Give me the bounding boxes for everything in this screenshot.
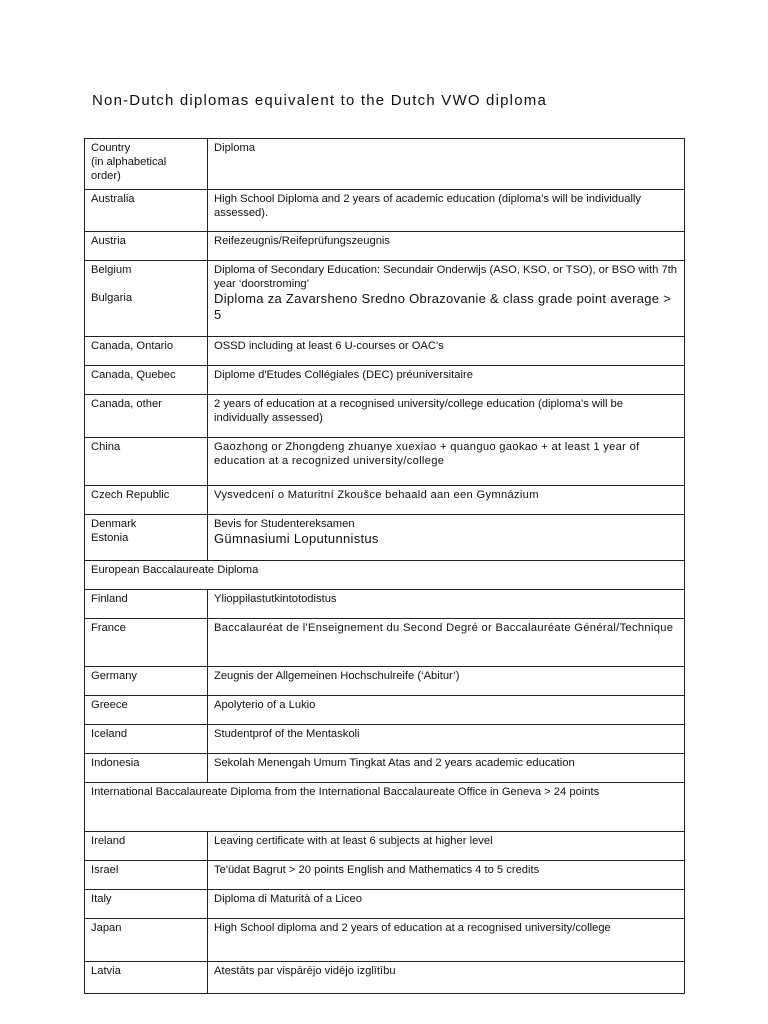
table-row <box>85 337 685 366</box>
diploma-cell: Atestāts par vispārējo vidējo izglītību <box>208 962 685 994</box>
table-row <box>85 515 685 561</box>
table-row <box>85 561 685 590</box>
diploma-table <box>84 138 685 994</box>
country-cell: Canada, Quebec <box>85 366 208 395</box>
table-row <box>85 395 685 438</box>
diploma-cell: Baccalauréat de l'Enseignement du Second Degré or Baccalauréate Général/Technique <box>208 619 685 667</box>
diploma-cell <box>208 261 685 337</box>
country-estonia: Estonia <box>91 532 129 544</box>
country-bulgaria: Bulgaria <box>91 292 133 304</box>
diploma-cell: Ylioppilastutkintotodistus <box>208 590 685 619</box>
diploma-cell: Te'üdat Bagrut > 20 points English and Mathematics 4 to 5 credits <box>208 861 685 890</box>
diploma-belgium: Diploma of Secondary Education: Secundair Onderwijs (ASO, KSO, or TSO), or BSO with 7th year ‘doorstroming’ <box>214 264 681 290</box>
country-cell <box>85 515 208 561</box>
country-cell: Israel <box>85 861 208 890</box>
table-row <box>85 438 685 486</box>
country-cell: Canada, Ontario <box>85 337 208 366</box>
diploma-estonia: Gümnasiumi Loputunnistus <box>214 531 379 546</box>
table-row <box>85 486 685 515</box>
diploma-cell: Vysvedcení o Maturitní Zkoušce behaald aan een Gymnázium <box>208 486 685 515</box>
country-cell: Germany <box>85 667 208 696</box>
diploma-cell: Studentprof of the Mentaskoli <box>208 725 685 754</box>
table-row <box>85 366 685 395</box>
table-row <box>85 962 685 994</box>
table-row <box>85 696 685 725</box>
diploma-cell: High School diploma and 2 years of education at a recognised university/college <box>208 919 685 962</box>
diploma-cell: 2 years of education at a recognised university/college education (diploma’s will be individually assessed) <box>208 395 685 438</box>
table-row <box>85 190 685 232</box>
diploma-denmark: Bevis for Studentereksamen <box>214 518 355 530</box>
country-cell: Austria <box>85 232 208 261</box>
country-cell: Italy <box>85 890 208 919</box>
country-belgium: Belgium <box>91 264 132 276</box>
table-row <box>85 919 685 962</box>
page-title: Non-Dutch diplomas equivalent to the Dutch VWO diploma <box>92 92 547 109</box>
table-row <box>85 261 685 337</box>
table-header-row <box>85 139 685 190</box>
full-width-cell: International Baccalaureate Diploma from the International Baccalaureate Office in Geneva > 24 points <box>85 783 685 832</box>
country-cell: Australia <box>85 190 208 232</box>
diploma-cell: Leaving certificate with at least 6 subjects at higher level <box>208 832 685 861</box>
table-row <box>85 783 685 832</box>
diploma-cell: Reifezeugnis/Reifeprüfungszeugnis <box>208 232 685 261</box>
diploma-cell: High School Diploma and 2 years of academic education (diploma’s will be individually assessed). <box>208 190 685 232</box>
table-row <box>85 590 685 619</box>
country-cell: Latvia <box>85 962 208 994</box>
header-country <box>85 139 208 190</box>
header-diploma: Diploma <box>208 139 685 190</box>
diploma-cell: Gaozhong or Zhongdeng zhuanye xuexiao + quanguo gaokao + at least 1 year of education at a recognized university/college <box>208 438 685 486</box>
diploma-cell: OSSD including at least 6 U-courses or OAC's <box>208 337 685 366</box>
country-cell: Finland <box>85 590 208 619</box>
country-cell: Iceland <box>85 725 208 754</box>
country-cell: Japan <box>85 919 208 962</box>
diploma-cell: Zeugnis der Allgemeinen Hochschulreife (‘Abitur’) <box>208 667 685 696</box>
table-row <box>85 832 685 861</box>
diploma-cell: Sekolah Menengah Umum Tingkat Atas and 2 years academic education <box>208 754 685 783</box>
table-row <box>85 232 685 261</box>
diploma-bulgaria: Diploma za Zavarsheno Sredno Obrazovanie & class grade point average > 5 <box>214 291 676 322</box>
diploma-cell: Diplome d'Etudes Collégiales (DEC) préuniversitaire <box>208 366 685 395</box>
country-cell: Indonesia <box>85 754 208 783</box>
table-row <box>85 667 685 696</box>
country-cell: Ireland <box>85 832 208 861</box>
table-row <box>85 861 685 890</box>
country-cell: Greece <box>85 696 208 725</box>
table-row <box>85 754 685 783</box>
diploma-cell: Apolyterio of a Lukio <box>208 696 685 725</box>
diploma-cell: Diploma di Maturità of a Liceo <box>208 890 685 919</box>
country-cell <box>85 261 208 337</box>
country-cell: Czech Republic <box>85 486 208 515</box>
country-cell: France <box>85 619 208 667</box>
full-width-cell: European Baccalaureate Diploma <box>85 561 685 590</box>
diploma-cell <box>208 515 685 561</box>
table-row <box>85 725 685 754</box>
country-cell: China <box>85 438 208 486</box>
table-row <box>85 619 685 667</box>
header-country-label: Country (in alphabetical order) <box>91 142 167 182</box>
country-cell: Canada, other <box>85 395 208 438</box>
country-denmark: Denmark <box>91 518 137 530</box>
table-row <box>85 890 685 919</box>
